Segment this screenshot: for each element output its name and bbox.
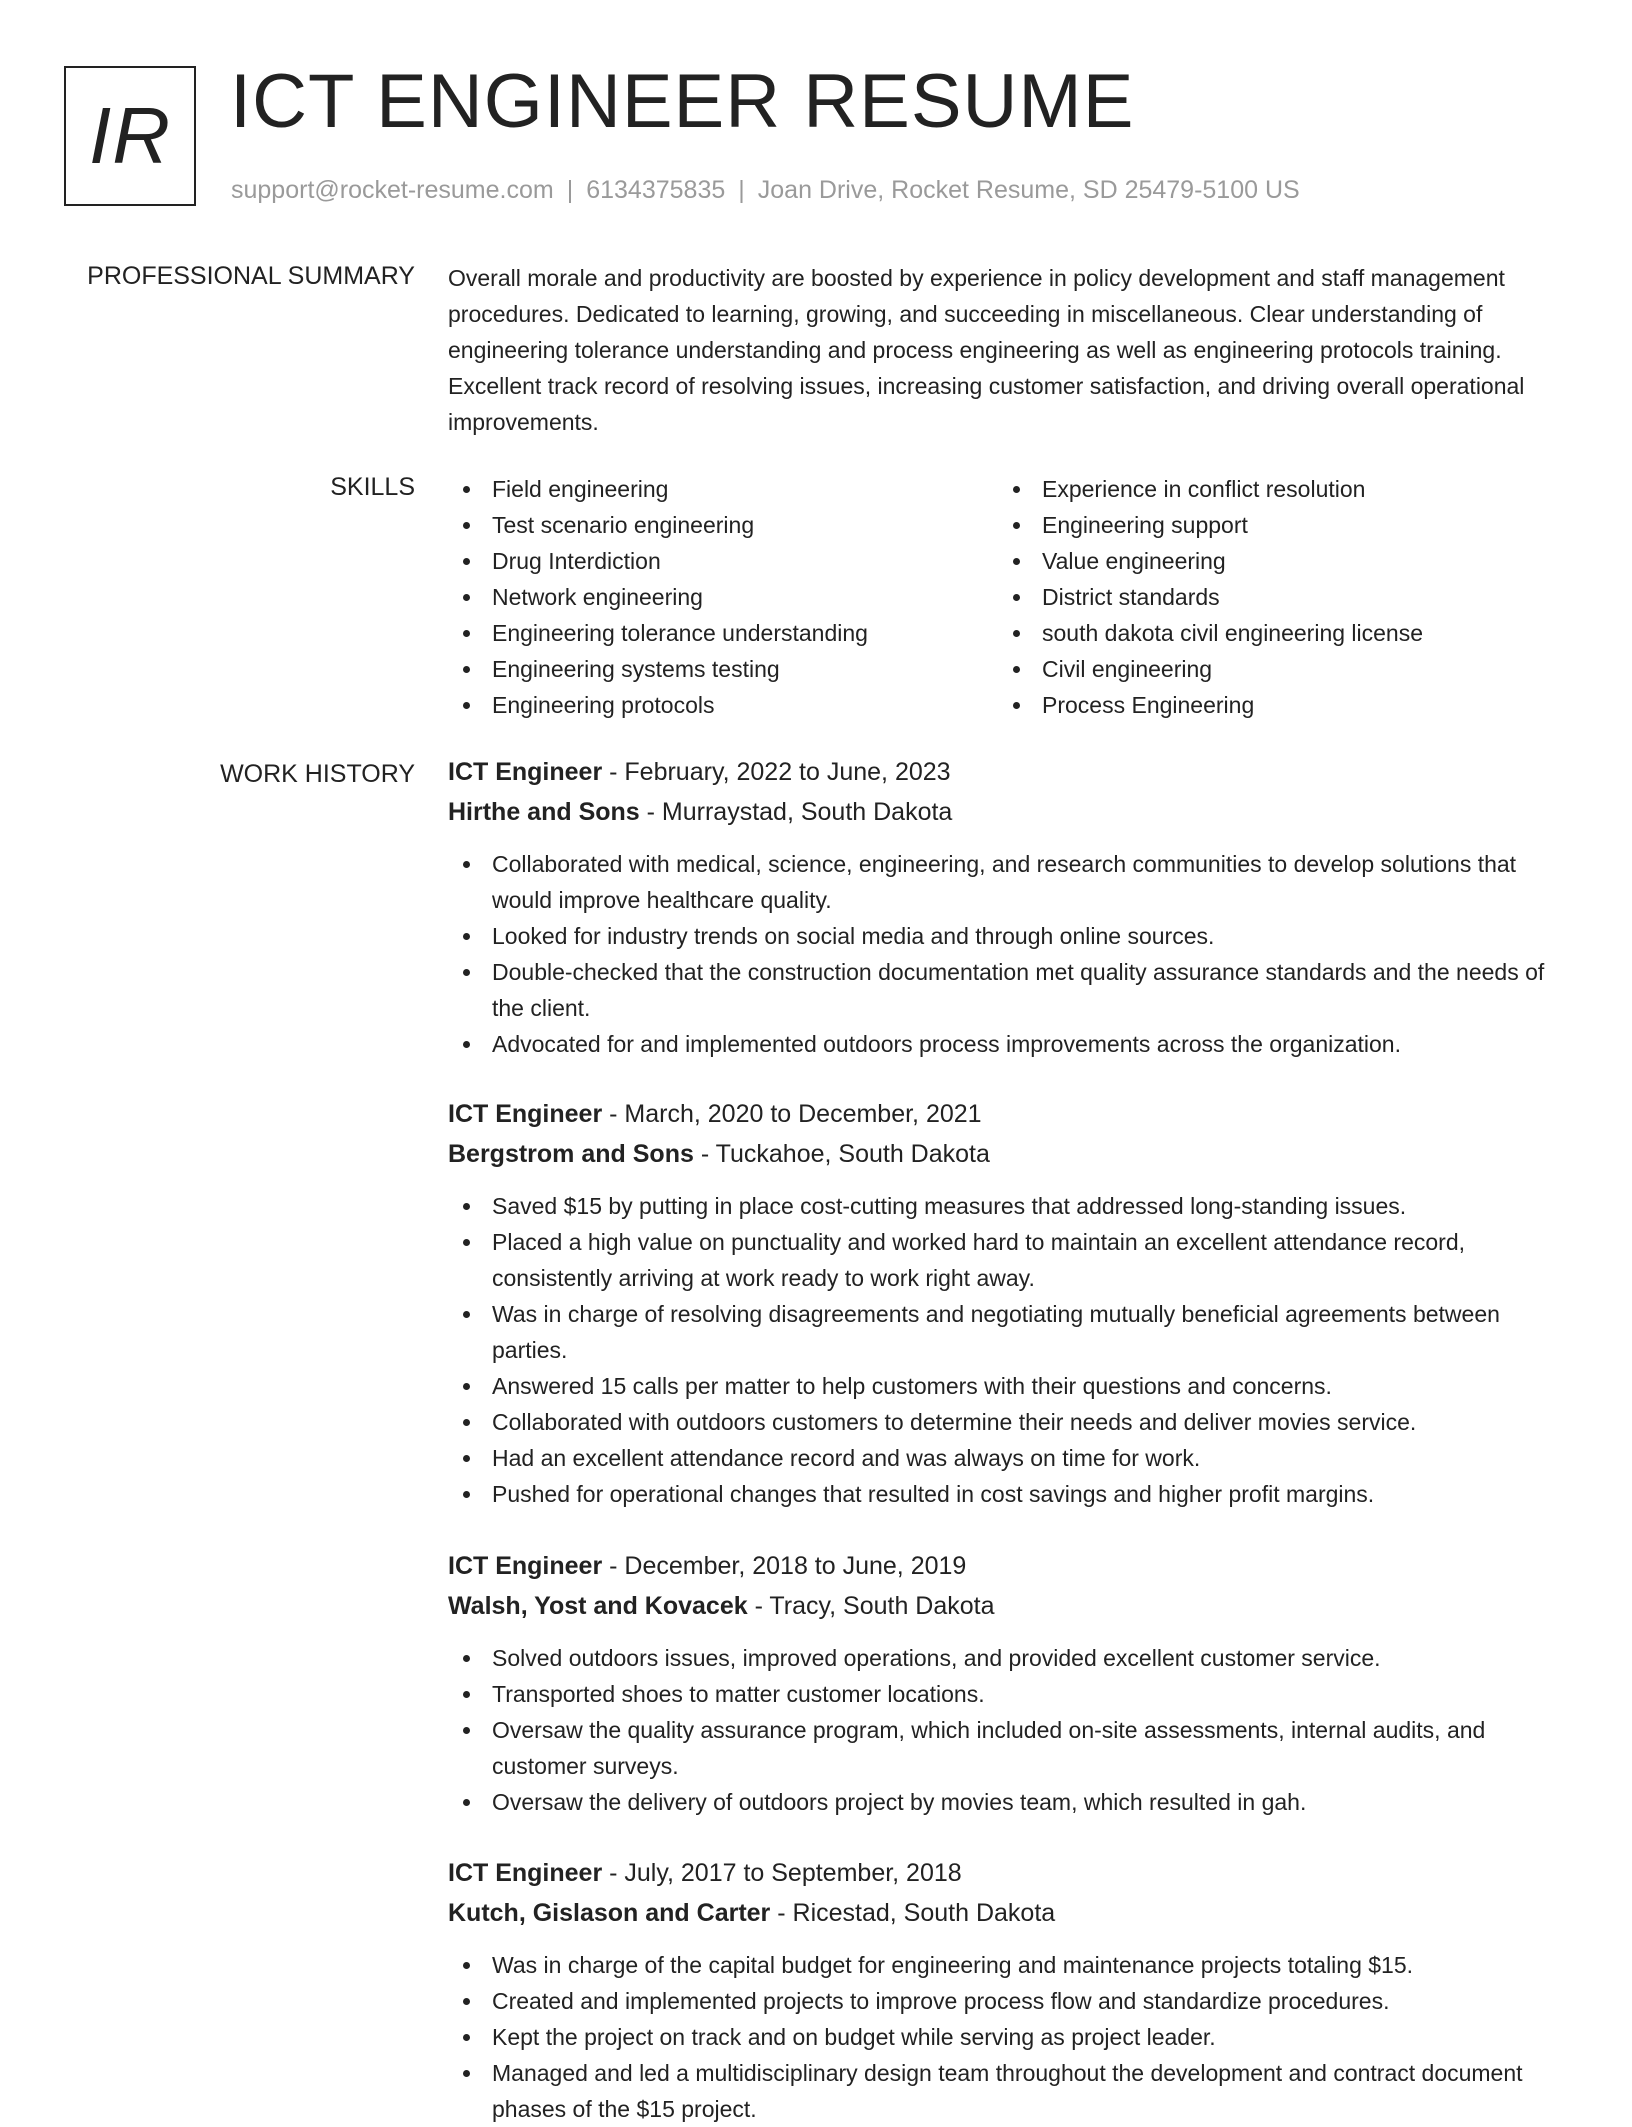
skill-item: Process Engineering — [998, 687, 1558, 723]
contact-separator: | — [738, 176, 745, 204]
job-bullets — [448, 1188, 1568, 1512]
job-bullet: Collaborated with medical, science, engineering, and research communities to develop solutions that would improve healthcare quality. — [448, 846, 1568, 918]
job-dash: - — [770, 1899, 793, 1927]
job-entry — [448, 1853, 1568, 2127]
job-bullets — [448, 1947, 1568, 2127]
job-bullets — [448, 846, 1568, 1062]
contact-separator: | — [566, 176, 574, 204]
job-bullet: Saved $15 by putting in place cost-cutting measures that addressed long-standing issues. — [448, 1188, 1568, 1224]
job-company: Bergstrom and Sons — [448, 1140, 694, 1168]
job-bullet: Oversaw the quality assurance program, which included on-site assessments, internal audits, and customer surveys. — [448, 1712, 1568, 1784]
job-bullet: Transported shoes to matter customer locations. — [448, 1676, 1568, 1712]
job-dash: - — [602, 1100, 625, 1128]
skill-item: Value engineering — [998, 543, 1558, 579]
job-bullets — [448, 1640, 1568, 1820]
job-dash: - — [602, 758, 625, 786]
job-bullet: Solved outdoors issues, improved operations, and provided excellent customer service. — [448, 1640, 1568, 1676]
job-dash: - — [639, 798, 662, 826]
job-title-line — [448, 1853, 1568, 1893]
job-title-line — [448, 1546, 1568, 1586]
job-company: Kutch, Gislason and Carter — [448, 1899, 771, 1927]
skill-item: Experience in conflict resolution — [998, 471, 1558, 507]
skill-item: Engineering systems testing — [448, 651, 988, 687]
skills-list-right — [998, 471, 1558, 723]
job-dates: July, 2017 to September, 2018 — [624, 1859, 962, 1887]
contact-line — [231, 175, 1300, 205]
monogram-badge — [64, 66, 196, 206]
job-entry — [448, 1094, 1568, 1512]
job-bullet: Advocated for and implemented outdoors process improvements across the organization. — [448, 1026, 1568, 1062]
skill-item: District standards — [998, 579, 1558, 615]
job-title: ICT Engineer — [448, 1100, 603, 1128]
skill-item: Civil engineering — [998, 651, 1558, 687]
contact-email: support@rocket-resume.com — [231, 176, 554, 204]
skill-item: Engineering protocols — [448, 687, 988, 723]
job-dates: December, 2018 to June, 2019 — [624, 1552, 967, 1580]
summary-text: Overall morale and productivity are boosted by experience in policy development and staff management procedures. Dedicated to learning, growing, and succeeding in miscellaneous. Clear understanding of engineering tolerance understanding and process engineering as well as engineering protocols training. Excellent track record of resolving issues, increasing customer satisfaction, and driving overall operational improvements. — [448, 265, 1525, 435]
job-entry — [448, 752, 1568, 1062]
contact-phone: 6134375835 — [586, 176, 726, 204]
job-dash: - — [602, 1859, 625, 1887]
job-bullet: Answered 15 calls per matter to help customers with their questions and concerns. — [448, 1368, 1568, 1404]
resume-title: ICT ENGINEER RESUME — [230, 59, 1135, 144]
job-dash: - — [747, 1592, 770, 1620]
job-entry — [448, 1546, 1568, 1820]
job-bullet: Managed and led a multidisciplinary design team throughout the development and contract document phases of the $15 project. — [448, 2055, 1568, 2127]
skill-item: south dakota civil engineering license — [998, 615, 1558, 651]
monogram-initials: IR — [89, 91, 171, 180]
job-company: Walsh, Yost and Kovacek — [448, 1592, 748, 1620]
skill-item: Test scenario engineering — [448, 507, 988, 543]
job-bullet: Was in charge of the capital budget for engineering and maintenance projects totaling $15. — [448, 1947, 1568, 1983]
job-bullet: Looked for industry trends on social media and through online sources. — [448, 918, 1568, 954]
skill-item: Engineering support — [998, 507, 1558, 543]
job-bullet: Double-checked that the construction documentation met quality assurance standards and the needs of the client. — [448, 954, 1568, 1026]
job-company-line — [448, 792, 1568, 832]
job-dash: - — [693, 1140, 716, 1168]
job-location: Ricestad, South Dakota — [792, 1899, 1056, 1927]
job-title: ICT Engineer — [448, 1552, 603, 1580]
skill-item: Network engineering — [448, 579, 988, 615]
skill-item: Engineering tolerance understanding — [448, 615, 988, 651]
job-bullet: Was in charge of resolving disagreements and negotiating mutually beneficial agreements between parties. — [448, 1296, 1568, 1368]
job-dates: March, 2020 to December, 2021 — [624, 1100, 982, 1128]
job-company-line — [448, 1586, 1568, 1626]
job-title: ICT Engineer — [448, 758, 603, 786]
job-bullet: Collaborated with outdoors customers to determine their needs and deliver movies service. — [448, 1404, 1568, 1440]
summary-heading: PROFESSIONAL SUMMARY — [87, 262, 415, 290]
job-bullet: Kept the project on track and on budget while serving as project leader. — [448, 2019, 1568, 2055]
job-bullet: Created and implemented projects to improve process flow and standardize procedures. — [448, 1983, 1568, 2019]
contact-address: Joan Drive, Rocket Resume, SD 25479-5100 US — [757, 176, 1300, 204]
work-history-heading: WORK HISTORY — [220, 760, 415, 788]
job-dash: - — [602, 1552, 625, 1580]
job-bullet: Placed a high value on punctuality and worked hard to maintain an excellent attendance record, consistently arriving at work ready to work right away. — [448, 1224, 1568, 1296]
job-title-line — [448, 752, 1568, 792]
skill-item: Drug Interdiction — [448, 543, 988, 579]
job-dates: February, 2022 to June, 2023 — [624, 758, 951, 786]
job-bullet: Pushed for operational changes that resulted in cost savings and higher profit margins. — [448, 1476, 1568, 1512]
job-location: Murraystad, South Dakota — [661, 798, 953, 826]
skill-item: Field engineering — [448, 471, 988, 507]
job-bullet: Oversaw the delivery of outdoors project by movies team, which resulted in gah. — [448, 1784, 1568, 1820]
job-company: Hirthe and Sons — [448, 798, 640, 826]
job-title: ICT Engineer — [448, 1859, 603, 1887]
job-location: Tracy, South Dakota — [769, 1592, 995, 1620]
job-location: Tuckahoe, South Dakota — [715, 1140, 990, 1168]
job-title-line — [448, 1094, 1568, 1134]
skills-list-left — [448, 471, 988, 723]
skills-heading: SKILLS — [330, 473, 415, 501]
job-company-line — [448, 1134, 1568, 1174]
job-company-line — [448, 1893, 1568, 1933]
job-bullet: Had an excellent attendance record and was always on time for work. — [448, 1440, 1568, 1476]
